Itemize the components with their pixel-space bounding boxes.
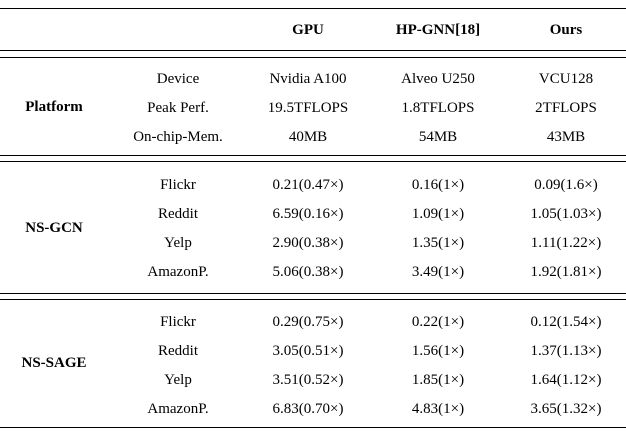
gpu-cell: Nvidia A100: [269, 71, 347, 87]
section-rule-2a: [0, 293, 626, 294]
bottom-rule: [0, 427, 626, 428]
row-label: Flickr: [160, 314, 196, 330]
group-label: NS-SAGE: [21, 355, 87, 371]
section-rule-1a: [0, 155, 626, 156]
header-ours: Ours: [549, 22, 583, 38]
row-label: On-chip-Mem.: [133, 129, 223, 145]
ours-cell: 3.65(1.32×): [530, 401, 602, 417]
header-gpu: GPU: [292, 22, 324, 38]
gpu-cell: 3.05(0.51×): [272, 343, 344, 359]
ours-cell: 0.09(1.6×): [534, 177, 598, 193]
hpgnn-cell: 1.85(1×): [411, 372, 465, 388]
gpu-cell: 19.5TFLOPS: [267, 100, 349, 116]
gpu-cell: 2.90(0.38×): [272, 235, 344, 251]
hpgnn-cell: 0.16(1×): [411, 177, 465, 193]
ours-cell: 1.92(1.81×): [530, 264, 602, 280]
gpu-cell: 5.06(0.38×): [272, 264, 344, 280]
hpgnn-cell: Alveo U250: [401, 71, 475, 87]
hpgnn-cell: 1.35(1×): [411, 235, 465, 251]
ours-cell: 43MB: [546, 129, 586, 145]
top-rule: [0, 8, 626, 9]
hpgnn-cell: 1.56(1×): [411, 343, 465, 359]
row-label: Yelp: [164, 235, 192, 251]
row-label: Yelp: [164, 372, 192, 388]
row-label: Reddit: [158, 206, 198, 222]
gpu-cell: 3.51(0.52×): [272, 372, 344, 388]
hpgnn-cell: 4.83(1×): [411, 401, 465, 417]
hpgnn-cell: 3.49(1×): [411, 264, 465, 280]
gpu-cell: 6.83(0.70×): [272, 401, 344, 417]
ours-cell: 1.11(1.22×): [530, 235, 602, 251]
group-label: Platform: [25, 99, 83, 115]
hpgnn-cell: 1.8TFLOPS: [401, 100, 475, 116]
gpu-cell: 6.59(0.16×): [272, 206, 344, 222]
row-label: AmazonP.: [147, 401, 209, 417]
gpu-cell: 40MB: [288, 129, 328, 145]
hpgnn-cell: 1.09(1×): [411, 206, 465, 222]
ours-cell: 1.64(1.12×): [530, 372, 602, 388]
header-hpgnn: HP-GNN[18]: [395, 22, 481, 38]
ours-cell: 0.12(1.54×): [530, 314, 602, 330]
hpgnn-cell: 54MB: [418, 129, 458, 145]
row-label: Reddit: [158, 343, 198, 359]
ours-cell: 2TFLOPS: [535, 100, 597, 116]
group-label: NS-GCN: [25, 220, 83, 236]
row-label: Device: [156, 71, 200, 87]
header-rule-2: [0, 57, 626, 58]
ours-cell: VCU128: [538, 71, 594, 87]
gpu-cell: 0.21(0.47×): [272, 177, 344, 193]
row-label: Peak Perf.: [147, 100, 209, 116]
section-rule-1b: [0, 161, 626, 162]
section-rule-2b: [0, 299, 626, 300]
row-label: AmazonP.: [147, 264, 209, 280]
header-rule-1: [0, 50, 626, 51]
ours-cell: 1.05(1.03×): [530, 206, 602, 222]
gpu-cell: 0.29(0.75×): [272, 314, 344, 330]
row-label: Flickr: [160, 177, 196, 193]
ours-cell: 1.37(1.13×): [530, 343, 602, 359]
hpgnn-cell: 0.22(1×): [411, 314, 465, 330]
